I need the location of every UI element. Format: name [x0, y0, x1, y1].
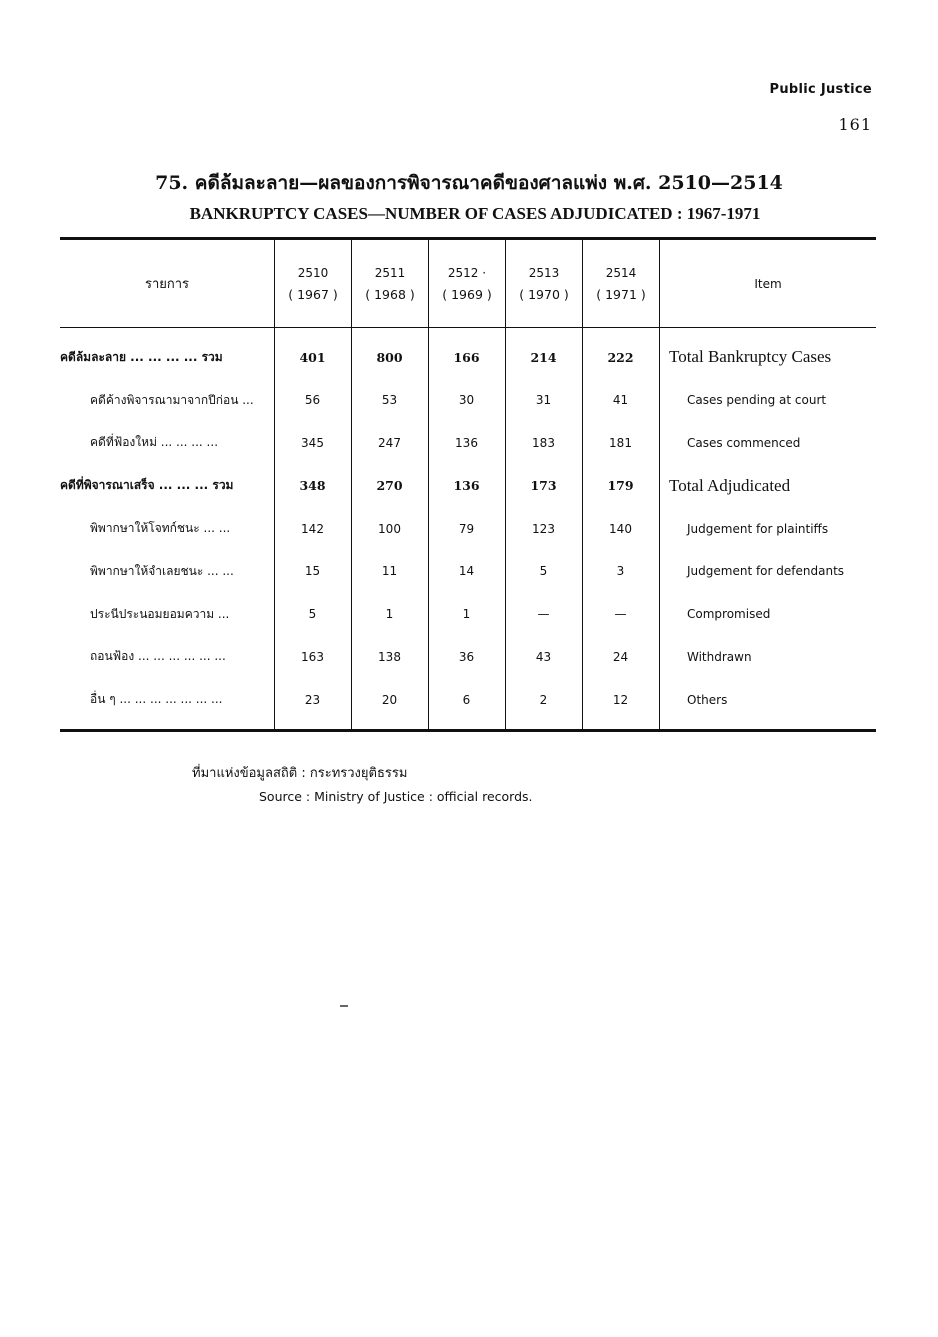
row-item: Judgement for defendants — [687, 564, 845, 579]
row-label: คดีล้มละลาย ... ... ... ... รวม — [60, 349, 223, 364]
row-item: Others — [687, 692, 728, 707]
row-value: 123 — [532, 521, 555, 536]
table-header-row — [60, 240, 876, 327]
data-table — [60, 237, 876, 732]
row-value: 100 — [378, 521, 401, 536]
row-value: 1 — [385, 607, 394, 622]
label-column-header: รายการ — [144, 277, 190, 292]
row-value: 247 — [378, 435, 401, 450]
row-value: 30 — [458, 393, 475, 408]
section-name: Public Justice — [769, 82, 872, 97]
row-value: 138 — [378, 649, 401, 664]
page-header — [770, 82, 872, 134]
row-value: 214 — [530, 349, 557, 365]
row-value: 5 — [539, 564, 548, 579]
table-row — [60, 422, 876, 465]
year-be: 2511 — [374, 265, 406, 280]
row-value: 163 — [301, 649, 324, 664]
year-be: 2512 · — [447, 265, 487, 280]
year-ce: ( 1970 ) — [519, 286, 569, 302]
table-row — [60, 550, 876, 593]
year-ce: ( 1969 ) — [442, 286, 492, 302]
item-column-header: Item — [659, 240, 876, 327]
year-be: 2513 — [528, 265, 560, 280]
row-value: 43 — [535, 649, 552, 664]
row-value: 31 — [535, 393, 552, 408]
row-item: Total Bankruptcy Cases — [669, 347, 832, 367]
row-item: Judgement for plaintiffs — [687, 521, 829, 536]
row-value: 800 — [376, 349, 403, 365]
row-value: — — [537, 607, 550, 622]
table-row — [60, 593, 876, 636]
year-header-2514 — [582, 240, 659, 327]
row-value: 36 — [458, 649, 475, 664]
row-value: 5 — [308, 607, 317, 622]
row-value: 136 — [455, 435, 478, 450]
row-value: 11 — [381, 564, 398, 579]
year-header-2510 — [274, 240, 351, 327]
year-ce: ( 1967 ) — [288, 286, 338, 302]
row-label: อื่น ๆ ... ... ... ... ... ... ... — [90, 692, 223, 707]
row-value: 140 — [609, 521, 632, 536]
table-row — [60, 336, 876, 379]
row-item: Cases commenced — [687, 435, 801, 450]
row-value: 3 — [616, 564, 625, 579]
row-value: 2 — [539, 692, 548, 707]
row-value: 166 — [453, 349, 480, 365]
table-row — [60, 464, 876, 507]
year-be: 2514 — [605, 265, 637, 280]
row-value: 345 — [301, 435, 324, 450]
row-value: 173 — [530, 478, 557, 494]
row-value: 41 — [612, 393, 629, 408]
table-title — [0, 168, 938, 224]
row-label: คดีที่ฟ้องใหม่ ... ... ... ... — [90, 435, 219, 450]
source-note — [192, 762, 533, 804]
row-item: Total Adjudicated — [669, 475, 791, 495]
row-value: 14 — [458, 564, 475, 579]
page-number: 161 — [838, 115, 872, 134]
table-body — [60, 328, 876, 729]
row-value: 23 — [304, 692, 321, 707]
row-value: 136 — [453, 478, 480, 494]
table-bottom-rule — [60, 729, 876, 732]
row-value: — — [614, 607, 627, 622]
row-value: 79 — [458, 521, 475, 536]
row-label: พิพากษาให้โจทก์ชนะ ... ... — [90, 521, 231, 536]
row-value: 348 — [299, 478, 326, 494]
source-english: Source : Ministry of Justice : official records. — [259, 789, 533, 804]
table-row — [60, 379, 876, 422]
row-value: 56 — [304, 393, 321, 408]
year-ce: ( 1971 ) — [596, 286, 646, 302]
row-value: 179 — [607, 478, 634, 494]
row-item: Compromised — [687, 607, 771, 622]
table-row — [60, 636, 876, 679]
print-speck — [340, 1005, 348, 1007]
row-value: 1 — [462, 607, 471, 622]
table-row — [60, 507, 876, 550]
row-value: 12 — [612, 692, 629, 707]
year-be: 2510 — [297, 265, 329, 280]
title-english: BANKRUPTCY CASES—NUMBER OF CASES ADJUDICATED : 1967-1971 — [189, 204, 761, 223]
row-label: คดีที่พิจารณาเสร็จ ... ... ... รวม — [60, 478, 234, 493]
row-value: 270 — [376, 478, 403, 494]
year-ce: ( 1968 ) — [365, 286, 415, 302]
row-item: Withdrawn — [687, 649, 752, 664]
row-value: 401 — [299, 349, 326, 365]
row-label: คดีค้างพิจารณามาจากปีก่อน ... — [90, 392, 254, 407]
row-value: 15 — [304, 564, 321, 579]
row-value: 20 — [381, 692, 398, 707]
row-label: ประนีประนอมยอมความ ... — [90, 606, 230, 621]
row-value: 24 — [612, 649, 629, 664]
year-header-2512 — [428, 240, 505, 327]
title-thai: 75. คดีล้มละลาย—ผลของการพิจารณาคดีของศาลแพ่ง พ.ศ. 2510—2514 — [155, 172, 783, 194]
source-thai: ที่มาแห่งข้อมูลสถิติ : กระทรวงยุติธรรม — [192, 766, 408, 781]
row-value: 53 — [381, 393, 398, 408]
row-label: ถอนฟ้อง ... ... ... ... ... ... — [90, 649, 226, 664]
row-label: พิพากษาให้จำเลยชนะ ... ... — [90, 563, 234, 578]
row-value: 222 — [607, 349, 634, 365]
row-value: 181 — [609, 435, 632, 450]
row-value: 142 — [301, 521, 324, 536]
row-item: Cases pending at court — [687, 393, 827, 408]
table-row — [60, 678, 876, 721]
year-header-2513 — [505, 240, 582, 327]
row-value: 183 — [532, 435, 555, 450]
year-header-2511 — [351, 240, 428, 327]
row-value: 6 — [462, 692, 471, 707]
